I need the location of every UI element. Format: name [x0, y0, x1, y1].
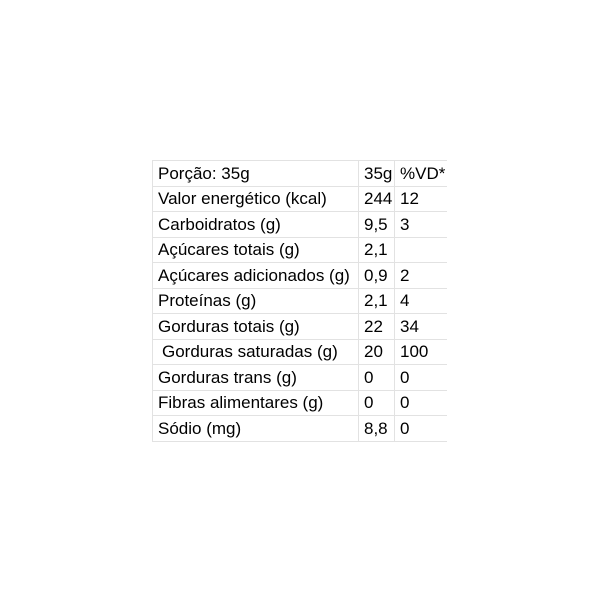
- nutrient-daily-value: 100: [395, 339, 447, 365]
- table-row: [153, 390, 447, 416]
- nutrient-quantity: 0: [359, 390, 395, 416]
- nutrient-daily-value: 0: [395, 365, 447, 391]
- table-row: [153, 365, 447, 391]
- nutrient-quantity: 244: [359, 186, 395, 212]
- nutrient-daily-value: [395, 237, 447, 263]
- nutrient-quantity: 0: [359, 365, 395, 391]
- nutrient-name: Fibras alimentares (g): [153, 390, 359, 416]
- nutrient-quantity: 2,1: [359, 288, 395, 314]
- nutrient-quantity: 8,8: [359, 416, 395, 442]
- nutrient-name: Gorduras trans (g): [153, 365, 359, 391]
- nutrient-name: Carboidratos (g): [153, 212, 359, 238]
- nutrient-daily-value: 34: [395, 314, 447, 340]
- daily-value-header: %VD*: [395, 161, 447, 187]
- nutrient-daily-value: 4: [395, 288, 447, 314]
- portion-label: Porção: 35g: [153, 161, 359, 187]
- nutrient-daily-value: 3: [395, 212, 447, 238]
- nutrient-quantity: 22: [359, 314, 395, 340]
- table-row: [153, 237, 447, 263]
- table-row: [153, 416, 447, 442]
- nutrient-name: Gorduras totais (g): [153, 314, 359, 340]
- nutrient-daily-value: 0: [395, 390, 447, 416]
- table-header-row: [153, 161, 447, 187]
- nutrient-quantity: 0,9: [359, 263, 395, 289]
- nutrient-name: Sódio (mg): [153, 416, 359, 442]
- quantity-header: 35g: [359, 161, 395, 187]
- table-row: [153, 212, 447, 238]
- nutrition-table: [152, 160, 447, 442]
- nutrient-daily-value: 0: [395, 416, 447, 442]
- nutrient-quantity: 9,5: [359, 212, 395, 238]
- nutrient-name: Açúcares totais (g): [153, 237, 359, 263]
- table-row: [153, 314, 447, 340]
- table-row: [153, 288, 447, 314]
- nutrient-daily-value: 2: [395, 263, 447, 289]
- table-row: [153, 186, 447, 212]
- nutrient-quantity: 2,1: [359, 237, 395, 263]
- nutrient-quantity: 20: [359, 339, 395, 365]
- nutrient-name: Gorduras saturadas (g): [153, 339, 359, 365]
- table-row: [153, 263, 447, 289]
- nutrient-daily-value: 12: [395, 186, 447, 212]
- nutrient-name: Proteínas (g): [153, 288, 359, 314]
- nutrient-name: Valor energético (kcal): [153, 186, 359, 212]
- nutrient-name: Açúcares adicionados (g): [153, 263, 359, 289]
- table-row: [153, 339, 447, 365]
